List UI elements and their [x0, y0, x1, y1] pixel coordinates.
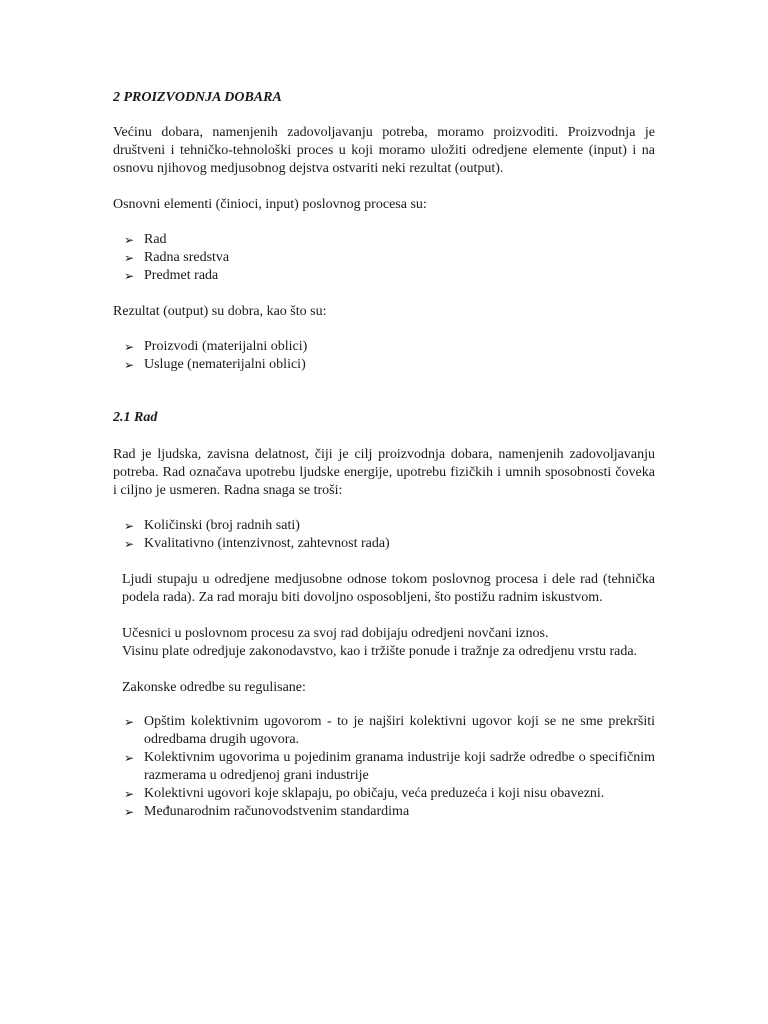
people-paragraph: Ljudi stupaju u odredjene medjusobne odnose tokom poslovnog procesa i dele rad (tehnička podela rada). Za rad moraju biti dovoljno osposobljeni, što postižu radnim iskustvom.: [122, 572, 655, 605]
list-item: [113, 267, 655, 285]
rad-list: [113, 517, 655, 553]
list-item: [113, 749, 655, 785]
result-intro: Rezultat (output) su dobra, kao što su:: [113, 304, 327, 319]
list-item-text: Rad: [144, 232, 167, 247]
list-item-text: Količinski (broj radnih sati): [144, 518, 300, 533]
list-item: [113, 231, 655, 249]
arrowhead-bullet-icon: ➢: [124, 251, 135, 265]
arrowhead-bullet-icon: ➢: [124, 751, 135, 765]
section-heading-rad: 2.1 Rad: [113, 410, 158, 425]
list-item-text: Predmet rada: [144, 268, 219, 283]
arrowhead-bullet-icon: ➢: [124, 715, 135, 729]
list-item-text: Međunarodnim računovodstvenim standardima: [144, 804, 410, 819]
participants-line: Učesnici u poslovnom procesu za svoj rad dobijaju odredjeni novčani iznos.: [122, 626, 549, 641]
list-item: [113, 356, 655, 374]
intro-paragraph: Većinu dobara, namenjenih zadovoljavanju potreba, moramo proizvoditi. Proizvodnja je društveni i tehničko-tehnološki proces u koji moramo uložiti odredjene elemente (input) i na osnovu njihovog medjusobnog dejstva ostvariti neki rezultat (output).: [113, 125, 655, 176]
arrowhead-bullet-icon: ➢: [124, 519, 135, 533]
regulations-list: [113, 713, 655, 821]
list-item: [113, 803, 655, 821]
list-item: [113, 338, 655, 356]
arrowhead-bullet-icon: ➢: [124, 787, 135, 801]
arrowhead-bullet-icon: ➢: [124, 358, 135, 372]
list-item: [113, 535, 655, 553]
list-item-text: Kvalitativno (intenzivnost, zahtevnost rada): [144, 536, 390, 551]
list-item-text: Radna sredstva: [144, 250, 230, 265]
arrowhead-bullet-icon: ➢: [124, 805, 135, 819]
list-item-text: Proizvodi (materijalni oblici): [144, 339, 308, 354]
elements-list: [113, 231, 655, 285]
arrowhead-bullet-icon: ➢: [124, 537, 135, 551]
section-heading-production: 2 PROIZVODNJA DOBARA: [113, 90, 282, 105]
wages-line: Visinu plate odredjuje zakonodavstvo, kao i tržište ponude i tražnje za odredjenu vrstu rada.: [122, 644, 638, 659]
elements-intro: Osnovni elementi (činioci, input) poslovnog procesa su:: [113, 197, 427, 212]
result-list: [113, 338, 655, 374]
arrowhead-bullet-icon: ➢: [124, 233, 135, 247]
rad-paragraph: Rad je ljudska, zavisna delatnost, čiji je cilj proizvodnja dobara, namenjenih zadovoljavanju potreba. Rad označava upotrebu ljudske energije, upotrebu fizičkih i umnih sposobnosti čoveka i ciljno je usmeren. Radna snaga se troši:: [113, 447, 655, 498]
list-item: [113, 517, 655, 535]
list-item: [113, 785, 655, 803]
arrowhead-bullet-icon: ➢: [124, 340, 135, 354]
arrowhead-bullet-icon: ➢: [124, 269, 135, 283]
list-item-text: Kolektivnim ugovorima u pojedinim granama industrije koji sadrže odredbe o specifičnim razmerama u odredjenoj grani industrije: [144, 750, 655, 783]
regulations-intro: Zakonske odredbe su regulisane:: [122, 680, 306, 695]
list-item-text: Kolektivni ugovori koje sklapaju, po običaju, veća preduzeća i koji nisu obavezni.: [144, 786, 605, 801]
list-item: [113, 713, 655, 749]
list-item-text: Opštim kolektivnim ugovorom - to je najširi kolektivni ugovor koji se ne sme prekršiti odredbama drugih ugovora.: [144, 714, 655, 747]
list-item: [113, 249, 655, 267]
list-item-text: Usluge (nematerijalni oblici): [144, 357, 306, 372]
